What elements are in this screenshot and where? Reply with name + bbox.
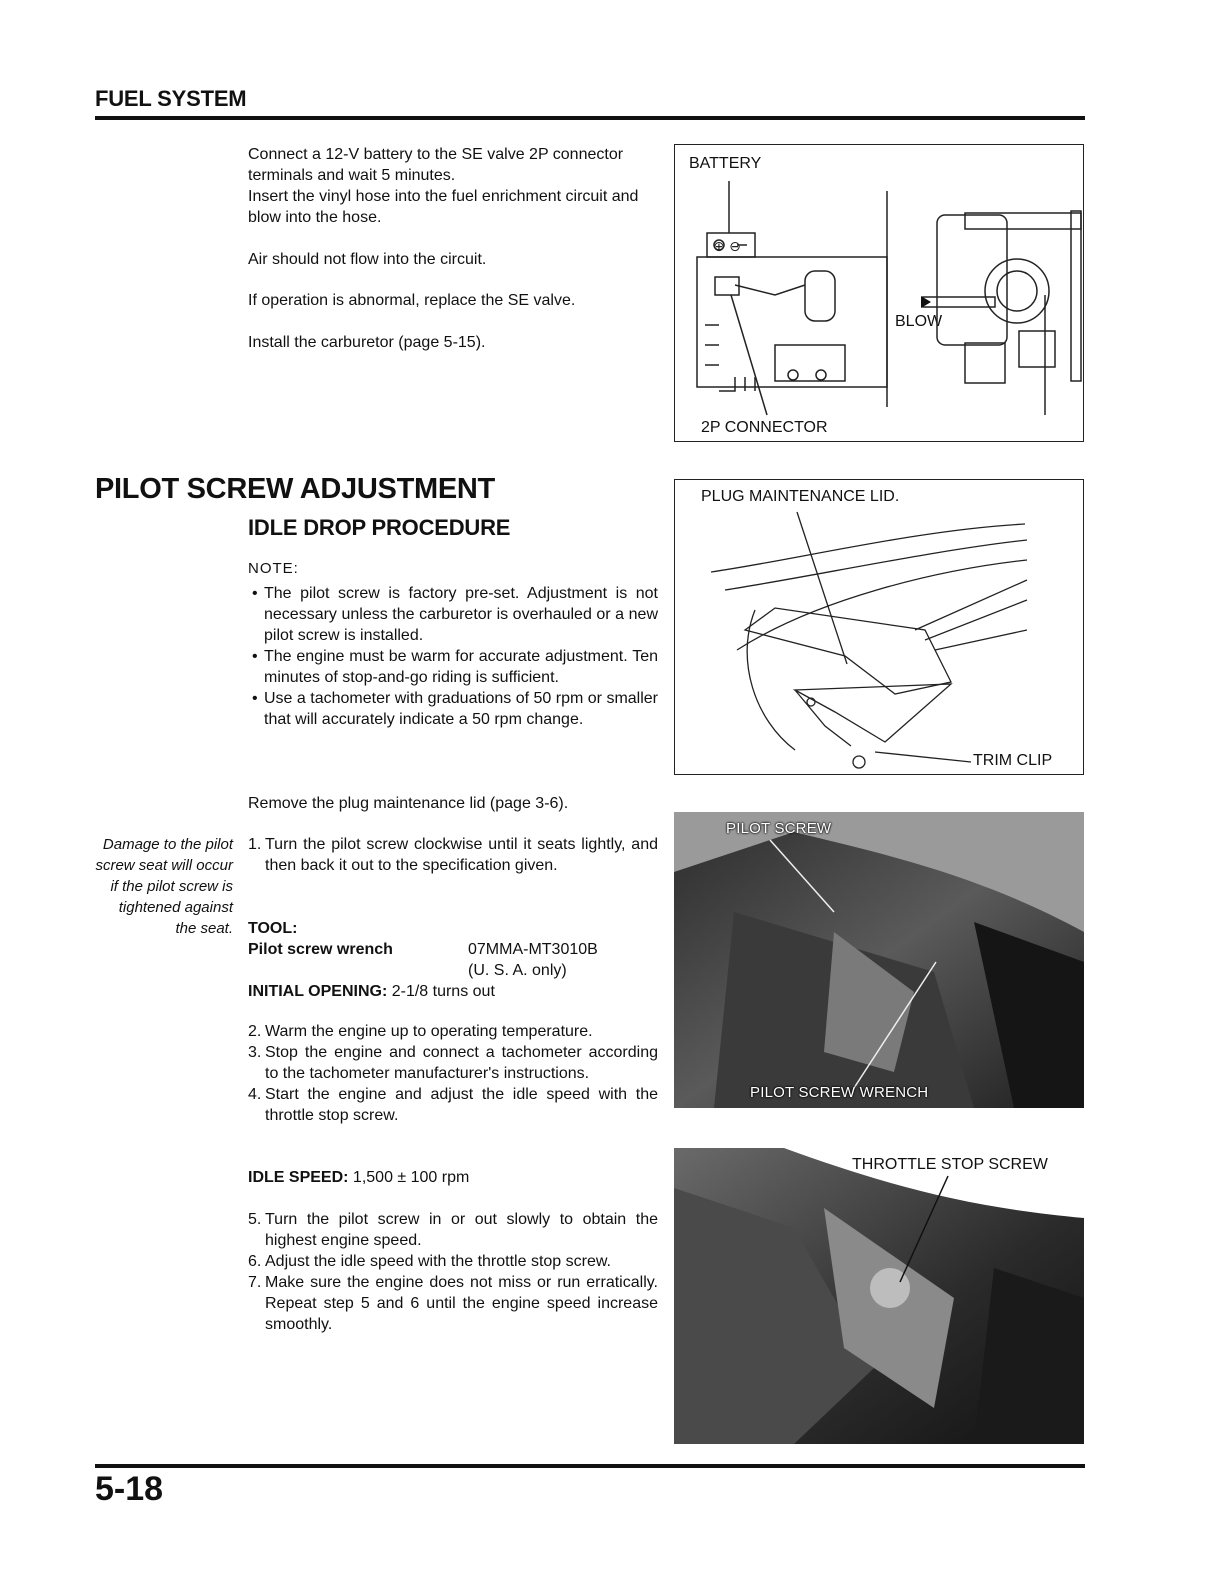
throttle-stop-screw-label: THROTTLE STOP SCREW <box>852 1156 1048 1173</box>
carburetor-diagram <box>675 145 1083 441</box>
note-bullet: • The pilot screw is factory pre-set. Adjustment is not necessary unless the carburetor is overhauled or a new pilot screw is installed. <box>252 585 658 644</box>
tool-region: (U. S. A. only) <box>468 962 567 979</box>
pilot-screw-wrench-label: PILOT SCREW WRENCH <box>750 1084 929 1101</box>
tool-name: Pilot screw wrench <box>248 941 393 958</box>
figure-se-valve-test <box>674 144 1084 442</box>
step-item: 7. Make sure the engine does not miss or run erratically. Repeat step 5 and 6 until the engine speed increase smoothly. <box>248 1274 658 1333</box>
bullet-icon: • <box>252 585 258 602</box>
steps-list-c <box>248 1209 658 1335</box>
plug-lid-label: PLUG MAINTENANCE LID. <box>701 488 900 505</box>
tool-label: TOOL: <box>248 920 298 937</box>
pilot-screw-label: PILOT SCREW <box>726 820 832 837</box>
note-bullet: • The engine must be warm for accurate adjustment. Ten minutes of stop-and-go riding is sufficient. <box>252 648 658 686</box>
steps-list-a <box>248 834 658 876</box>
throttle-stop-screw-photo-image <box>674 1148 1084 1444</box>
note-bullet: • Use a tachometer with graduations of 50 rpm or smaller that will accurately indicate a 50 rpm change. <box>252 690 658 728</box>
photo-pilot-screw <box>674 812 1084 1108</box>
step-item: 2. Warm the engine up to operating temperature. <box>248 1023 593 1040</box>
section-header: FUEL SYSTEM <box>95 86 247 111</box>
bullet-icon: • <box>252 690 258 707</box>
svg-text:⊕ ⊖: ⊕ ⊖ <box>713 239 741 255</box>
intro-paragraph-5: Install the carburetor (page 5-15). <box>248 334 486 351</box>
pilot-screw-photo-image <box>674 812 1084 1108</box>
body-panel-diagram <box>675 480 1083 774</box>
blow-label: BLOW <box>895 313 943 330</box>
intro-paragraph-4: If operation is abnormal, replace the SE valve. <box>248 292 576 309</box>
trim-clip-label: TRIM CLIP <box>973 752 1053 769</box>
remove-lid-instruction: Remove the plug maintenance lid (page 3-6). <box>248 795 569 812</box>
initial-opening: INITIAL OPENING: 2-1/8 turns out <box>248 983 495 1000</box>
intro-paragraph-3: Air should not flow into the circuit. <box>248 251 487 268</box>
photo-throttle-stop-screw <box>674 1148 1084 1444</box>
step-item: 3. Stop the engine and connect a tachometer according to the tachometer manufacturer's instructions. <box>248 1044 658 1082</box>
step-item: 1. Turn the pilot screw clockwise until it seats lightly, and then back it out to the specification given. <box>248 836 658 874</box>
connector-label: 2P CONNECTOR <box>701 419 828 436</box>
intro-paragraph-1: Connect a 12-V battery to the SE valve 2P connector terminals and wait 5 minutes. <box>248 146 624 184</box>
bullet-icon: • <box>252 648 258 665</box>
note-list <box>252 583 658 730</box>
step-item: 6. Adjust the idle speed with the throttle stop screw. <box>248 1253 611 1270</box>
caution-side-note: Damage to the pilot screw seat will occur if the pilot screw is tightened against the seat. <box>95 836 233 937</box>
battery-label: BATTERY <box>689 155 762 172</box>
step-item: 5. Turn the pilot screw in or out slowly to obtain the highest engine speed. <box>248 1211 658 1249</box>
section-title: PILOT SCREW ADJUSTMENT <box>95 473 495 505</box>
step-item: 4. Start the engine and adjust the idle speed with the throttle stop screw. <box>248 1086 658 1124</box>
note-label: NOTE: <box>248 560 299 577</box>
idle-speed-spec: IDLE SPEED: 1,500 ± 100 rpm <box>248 1169 470 1186</box>
footer-rule <box>95 1464 1085 1468</box>
figure-plug-maintenance-lid <box>674 479 1084 775</box>
section-subtitle: IDLE DROP PROCEDURE <box>248 515 511 540</box>
steps-list-b <box>248 1021 658 1126</box>
page-number: 5-18 <box>95 1470 164 1508</box>
header-rule <box>95 116 1085 120</box>
tool-part-number: 07MMA-MT3010B <box>468 941 598 958</box>
intro-paragraph-2: Insert the vinyl hose into the fuel enrichment circuit and blow into the hose. <box>248 188 639 226</box>
